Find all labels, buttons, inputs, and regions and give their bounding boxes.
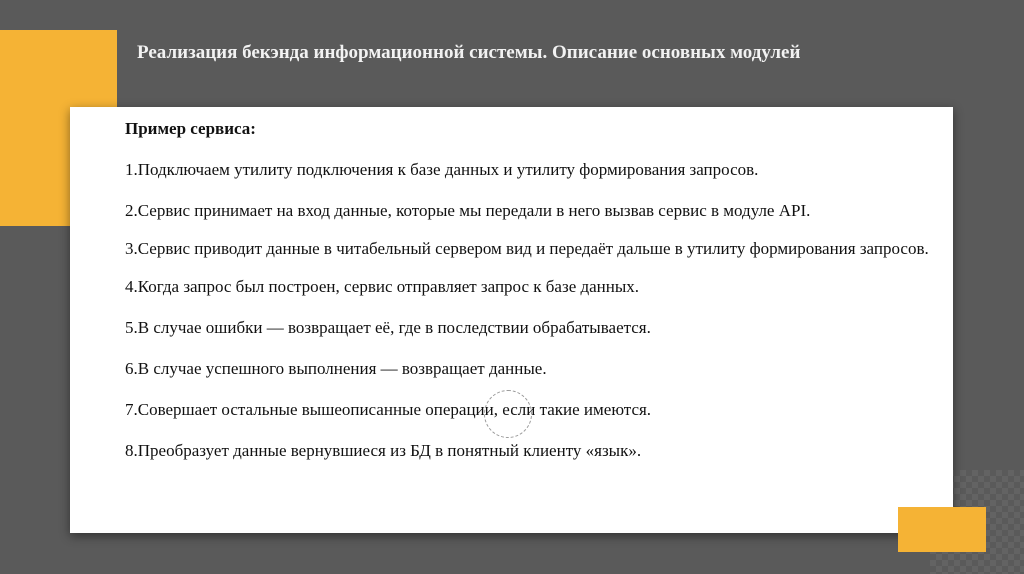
slide-title: Реализация бекэнда информационной системы. Описание основных модулей (137, 42, 801, 63)
paragraph-step-7: 7.Совершает остальные вышеописанные операции, если такие имеются. (125, 400, 652, 419)
paragraph-step-6: 6.В случае успешного выполнения — возвращает данные. (125, 359, 547, 378)
paragraph-step-4: 4.Когда запрос был построен, сервис отправляет запрос к базе данных. (125, 277, 640, 296)
paragraph-step-2: 2.Сервис принимает на вход данные, которые мы передали в него вызвав сервис в модуле API. (125, 201, 811, 220)
paragraph-step-5: 5.В случае ошибки — возвращает её, где в последствии обрабатывается. (125, 318, 651, 337)
paragraph-step-3: 3.Сервис приводит данные в читабельный сервером вид и передаёт дальше в утилиту формирования запросов. (125, 239, 929, 258)
document-heading: Пример сервиса: (125, 119, 256, 138)
paragraph-step-8: 8.Преобразует данные вернувшиеся из БД в понятный клиенту «язык». (125, 441, 642, 460)
document-panel (70, 107, 953, 533)
document-body (125, 119, 937, 479)
accent-block-bottom-right (898, 507, 986, 552)
paragraph-step-1: 1.Подключаем утилиту подключения к базе данных и утилиту формирования запросов. (125, 160, 759, 179)
